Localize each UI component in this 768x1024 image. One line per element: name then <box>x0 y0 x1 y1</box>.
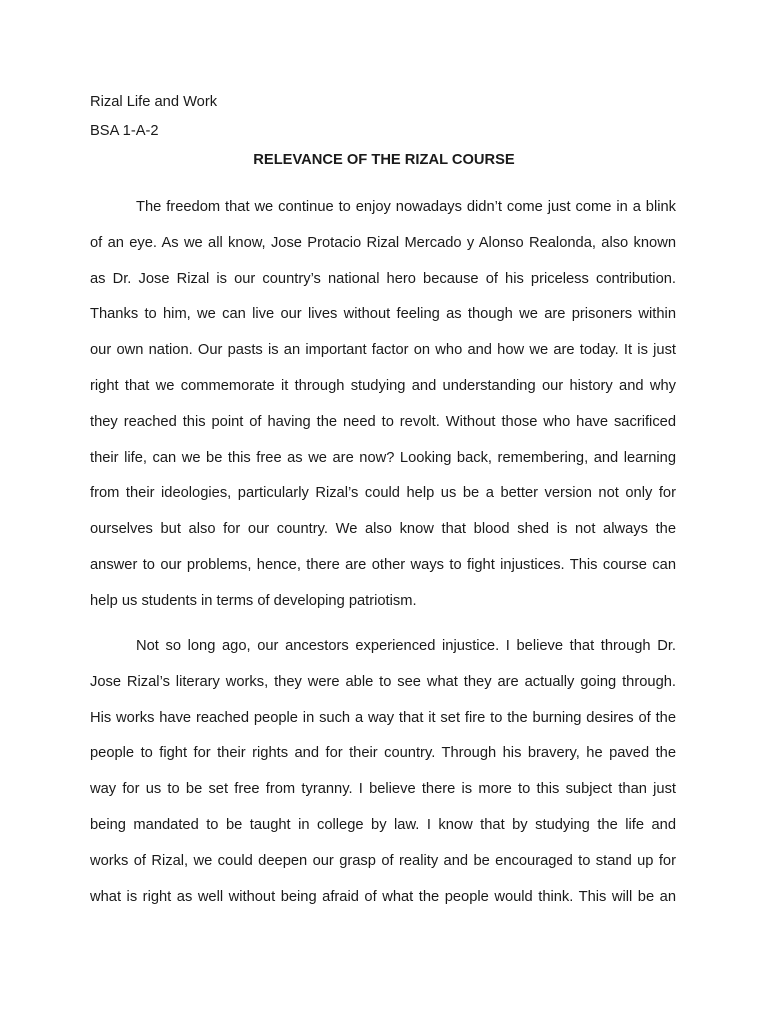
paragraph-line: they reached this point of having the need to revolt. Without those who have sacrificed <box>90 413 676 430</box>
document-title: RELEVANCE OF THE RIZAL COURSE <box>253 152 515 168</box>
course-name: Rizal Life and Work <box>90 94 218 110</box>
paragraph-line: His works have reached people in such a way that it set fire to the burning desires of the <box>90 709 676 726</box>
paragraph-line: people to fight for their rights and for their country. Through his bravery, he paved the <box>90 745 676 762</box>
paragraph-line: from their ideologies, particularly Rizal’s could help us be a better version not only for <box>90 485 676 502</box>
paragraph-line: right that we commemorate it through studying and understanding our history and why <box>90 378 676 394</box>
paragraph-line: ourselves but also for our country. We also know that blood shed is not always the <box>90 521 676 538</box>
paragraph-line: being mandated to be taught in college by law. I know that by studying the life and <box>90 817 676 833</box>
section-code: BSA 1-A-2 <box>90 123 159 139</box>
paragraph-line: help us students in terms of developing patriotism. <box>90 592 417 609</box>
paragraph-line: works of Rizal, we could deepen our grasp of reality and be encouraged to stand up for <box>90 852 676 869</box>
paragraph-line: as Dr. Jose Rizal is our country’s national hero because of his priceless contribution. <box>90 270 676 287</box>
paragraph-line: their life, can we be this free as we are now? Looking back, remembering, and learning <box>90 449 676 466</box>
paragraph-line: what is right as well without being afraid of what the people would think. This will be an <box>90 888 676 905</box>
paragraph-line: our own nation. Our pasts is an important factor on who and how we are today. It is just <box>90 342 676 359</box>
paragraph-line: of an eye. As we all know, Jose Protacio Rizal Mercado y Alonso Realonda, also known <box>90 234 676 251</box>
paragraph-line: Thanks to him, we can live our lives without feeling as though we are prisoners within <box>90 306 676 323</box>
paragraph-line: The freedom that we continue to enjoy nowadays didn’t come just come in a blink <box>136 199 676 215</box>
paragraph-line: Jose Rizal’s literary works, they were able to see what they are actually going through. <box>90 673 676 690</box>
paragraph-line: way for us to be set free from tyranny. I believe there is more to this subject than just <box>90 781 676 798</box>
paragraph-line: answer to our problems, hence, there are other ways to fight injustices. This course can <box>90 557 676 573</box>
paragraph-line: Not so long ago, our ancestors experienced injustice. I believe that through Dr. <box>136 638 676 654</box>
